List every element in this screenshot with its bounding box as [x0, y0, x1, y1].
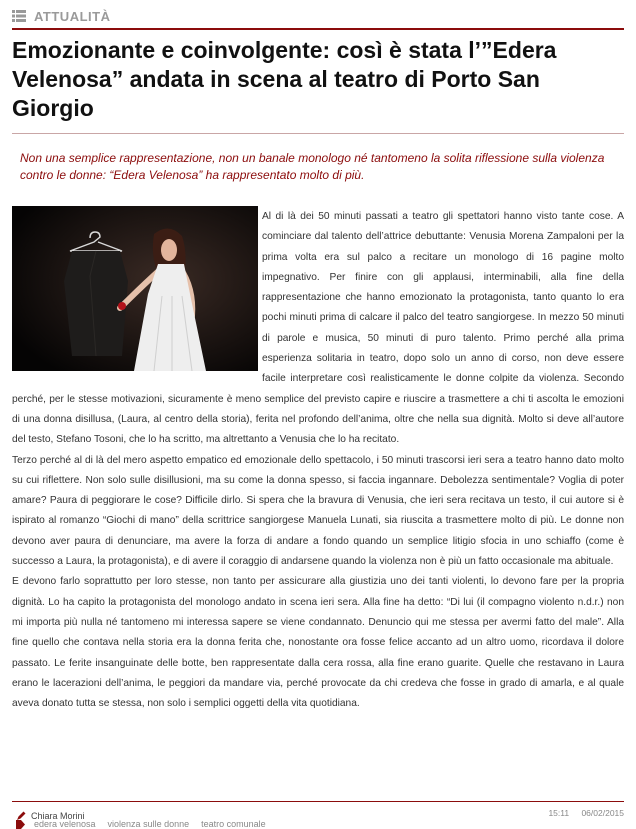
tag-icon — [16, 820, 26, 829]
article-body — [12, 207, 624, 714]
title-divider — [12, 133, 624, 134]
article-lead: Non una semplice rappresentazione, non un banale monologo né tantomeno la solita riflessione sulla violenza contro le donne: “Edera Velenosa” ha rappresentato molto di più. — [20, 151, 605, 182]
category-label[interactable]: ATTUALITÀ — [34, 8, 111, 24]
tag-link[interactable]: teatro comunale — [201, 819, 266, 829]
footer-divider — [12, 801, 624, 802]
publish-meta — [538, 808, 624, 818]
publish-time: 15:11 — [548, 808, 570, 818]
tag-link[interactable]: edera velenosa — [34, 819, 96, 829]
list-icon — [12, 10, 26, 22]
article-title: Emozionante e coinvolgente: così è stata l’”Edera Velenosa” andata in scena al teatro di Porto San Giorgio — [12, 37, 557, 121]
publish-date: 06/02/2015 — [581, 808, 624, 818]
category-bar — [12, 4, 624, 30]
author-name[interactable]: Chiara Morini — [31, 811, 85, 821]
article-paragraph: Al di là dei 50 minuti passati a teatro gli spettatori hanno visto tante cose. A cominciare dal talento dell’attrice debuttante: Venusia Morena Zampaloni per la prima volta era sul palco a recitare un monologo di 16 pagine molto impegnativo. Per finire con gli applausi, interminabili, alla fine della rappresentazione che hanno emozionato la protagonista, tanto quanto lo era pochi minuti prima di calcare il palco del teatro sangiorgese. In mezzo 50 minuti di parole e musica, 50 minuti di puro talento. Primo perché alla prima esperienza solitaria in teatro, dopo solo un anno di corso, non deve essere facile interpretare così realisticamente le donne colpite da violenza. Secondo perché, per le stesse motivazioni, sicuramente è meno semplice del previsto capire e riuscire a trasmettere a chi ti ascolta le emozioni di una donna disillusa, (Laura, al centro della storia), ferita nel profondo dell’anima, oltre che nella sua dignità. Molto si deve all’autore del testo, Stefano Tosoni, che lo ha scritto, ma altrettanto a Venusia che lo ha recitato. — [12, 211, 624, 446]
article-paragraph: E devono farlo soprattutto per loro stesse, non tanto per assicurare alla giustizia uno dei tanti violenti, lo devono fare per la propria dignità. Lo ha capito la protagonista del monologo andato in scena ieri sera. Alla fine ha detto: “Di lui (il compagno violento n.d.r.) non mi importa più nulla né tantomeno mi interessa sapere se viene condannato. Denuncio qui me stessa per avermi fatto del male”. Alla fine quello che contava nella storia era la donna ferita che, nonostante ora fosse felice accanto ad un altro uomo, ricordava il dolore passato. Le ferite insanguinate delle botte, ben rappresentate dalla cera rossa, alla fine erano guarite. Quelle che restavano in Laura erano le lacerazioni dell’anima, le peggiori da mandare via, perché provocate da chi credeva che fosse in grado di amarla, e al quale aveva donato tutta se stessa, non solo i semplici oggetti della vita quotidiana. — [12, 576, 624, 710]
article-paragraph: Terzo perché al di là del mero aspetto empatico ed emozionale dello spettacolo, i 50 minuti trascorsi ieri sera a teatro hanno dato molto su cui riflettere. Non solo sulle disillusioni, ma su come la donna spesso, si faccia ingannare. Debolezza sentimentale? Voglia di poter amare? Paura di peggiorare le cose? Difficile dirlo. Si spera che la bravura di Venusia, che ieri sera recitava un testo, il cui autore si è ispirato al romanzo “Giochi di mano” della scrittrice sangiorgese Manuela Lunati, sia riuscita a trasmettere molto di più. Le donne non devono aver paura di denunciare, ma avere la forza di andare a fondo quando un semplice litigio sfocia in uno schiaffo (come è successo a Laura, la protagonista), e di avere il coraggio di andarsene quando la violenza non è più un fatto occasionale ma abituale. — [12, 454, 624, 568]
tag-link[interactable]: violenza sulle donne — [107, 819, 190, 829]
